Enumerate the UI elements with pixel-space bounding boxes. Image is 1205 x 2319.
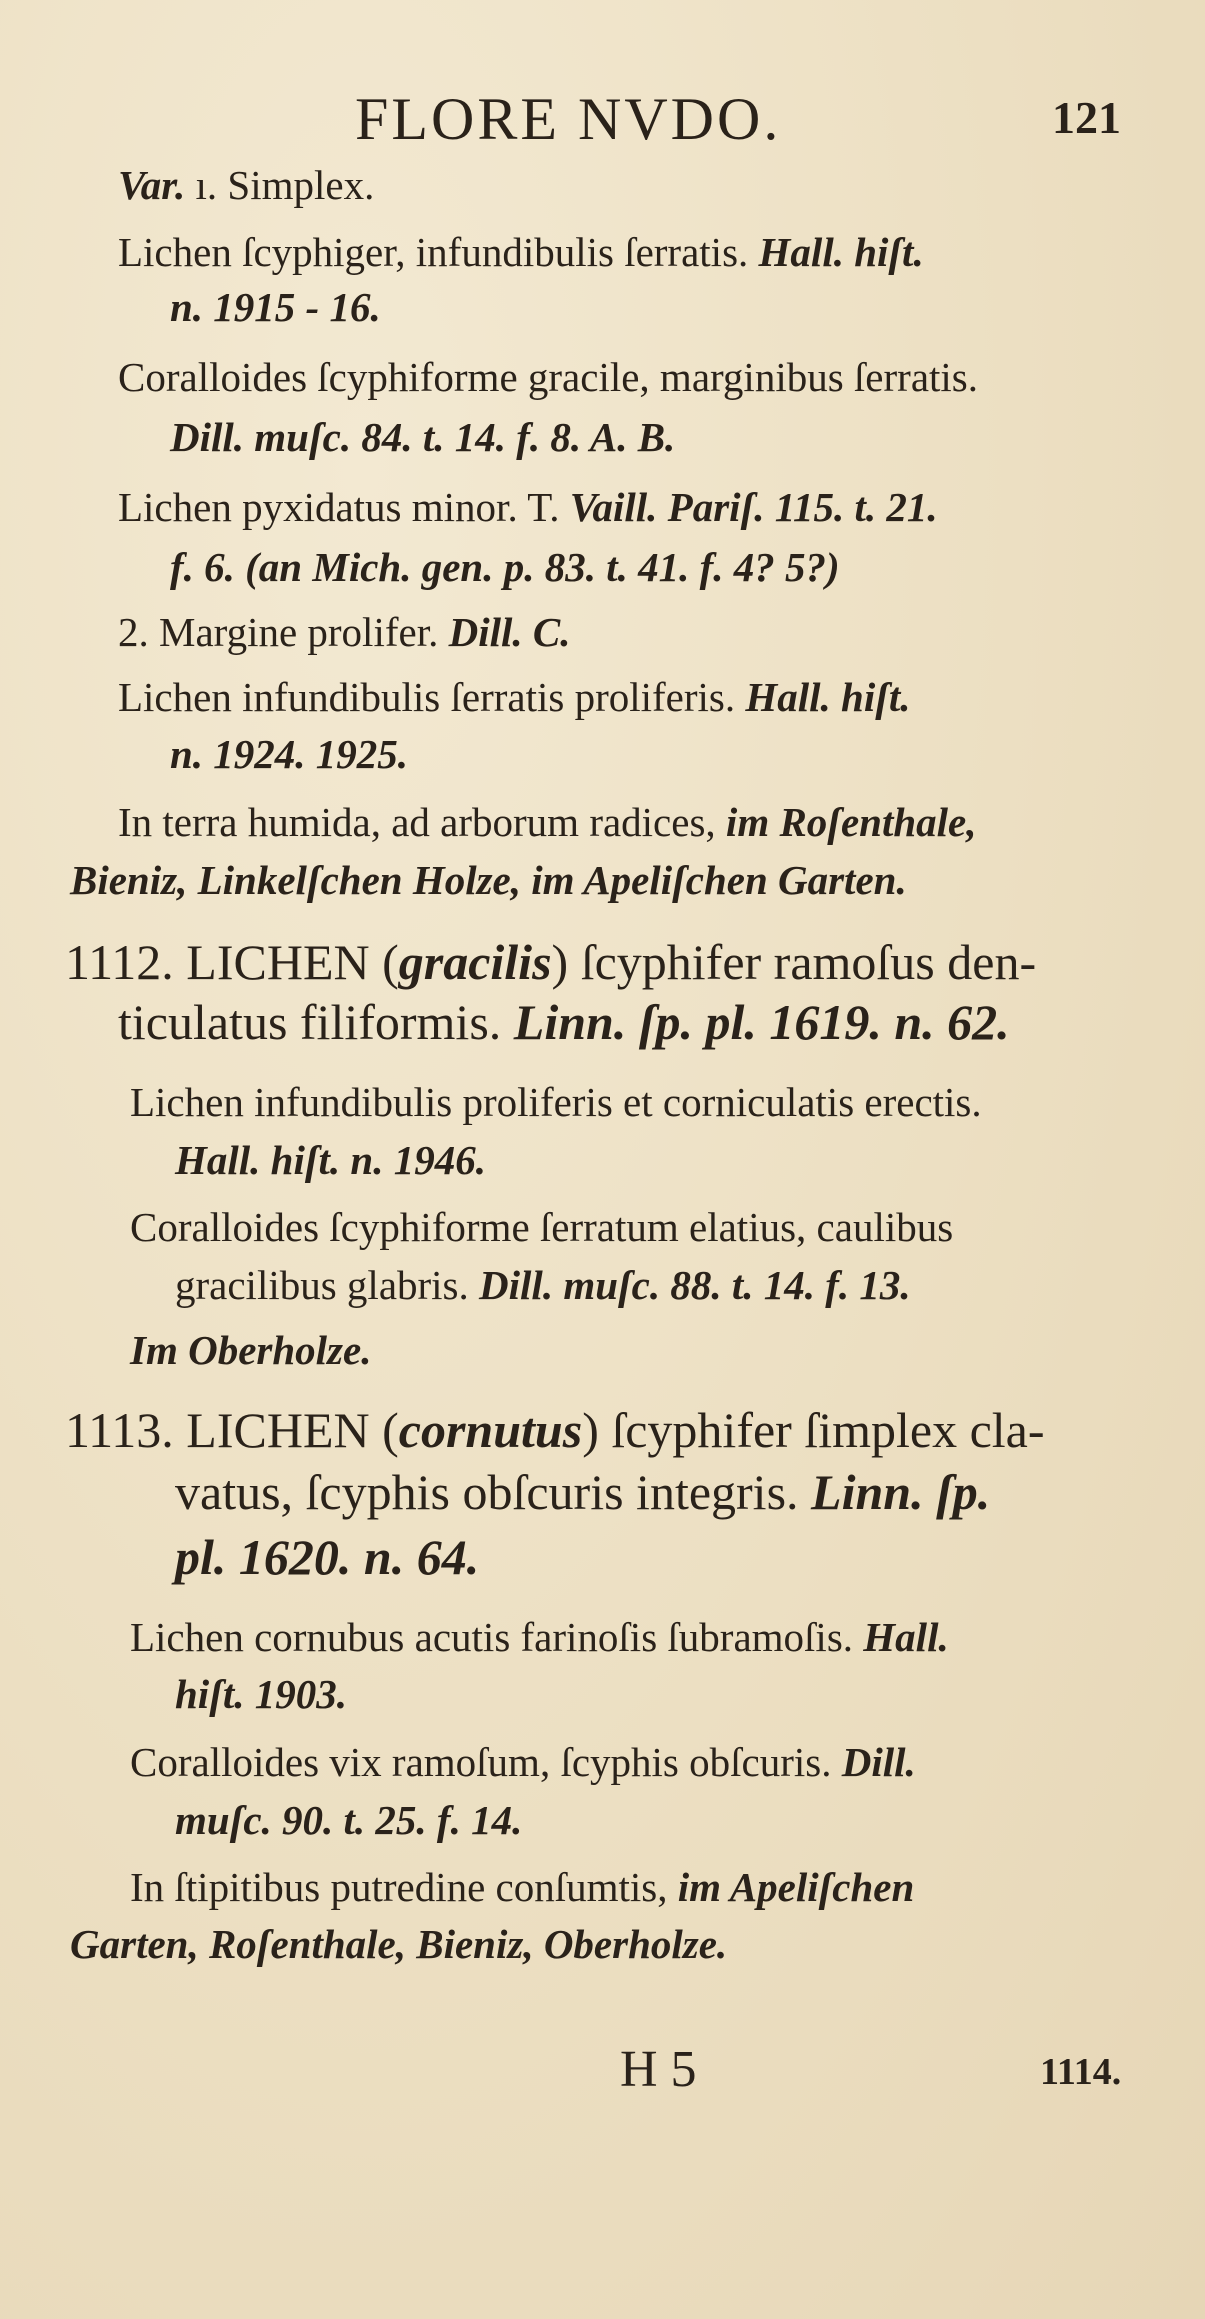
text-line xyxy=(170,543,840,591)
roman-text: ) ſcyphifer ramoſus den- xyxy=(551,934,1037,990)
text-line xyxy=(170,730,408,778)
text-line xyxy=(130,1613,949,1661)
roman-text: 1113. LICHEN ( xyxy=(65,1402,399,1458)
running-header xyxy=(0,85,1205,155)
roman-text: ı. Simplex. xyxy=(185,162,375,208)
text-line xyxy=(118,228,924,276)
text-line xyxy=(130,1326,371,1374)
roman-text: 2. Margine prolifer. xyxy=(118,609,449,655)
roman-text: vatus, ſcyphis obſcuris integris. xyxy=(175,1464,812,1520)
italic-text: gracilis xyxy=(398,934,552,990)
text-line xyxy=(130,1863,914,1911)
roman-text: ) ſcyphifer ſimplex cla- xyxy=(582,1402,1045,1458)
text-line xyxy=(118,994,1010,1050)
italic-text: Hall. xyxy=(863,1614,949,1660)
text-line xyxy=(175,1529,480,1585)
italic-text: Dill. muſc. 84. t. 14. f. 8. A. B. xyxy=(170,414,676,460)
italic-text: Linn. ſp. xyxy=(811,1464,991,1520)
roman-text: Lichen infundibulis ſerratis proliferis. xyxy=(118,674,746,720)
italic-text: Dill. C. xyxy=(448,609,571,655)
text-line xyxy=(175,1670,347,1718)
italic-text: hiſt. 1903. xyxy=(175,1671,347,1717)
italic-text: Var. xyxy=(118,162,186,208)
roman-text: Lichen ſcyphiger, infundibulis ſerratis. xyxy=(118,229,759,275)
text-line xyxy=(118,798,977,846)
italic-text: Hall. hiſt. xyxy=(758,229,924,275)
text-line xyxy=(70,1920,727,1968)
text-line xyxy=(130,1203,953,1251)
text-line xyxy=(70,856,907,904)
italic-text: im Apeliſchen xyxy=(677,1864,915,1910)
text-line xyxy=(65,934,1037,990)
roman-text: In ſtipitibus putredine conſumtis, xyxy=(130,1864,678,1910)
italic-text: Dill. muſc. 88. t. 14. f. 13. xyxy=(479,1262,911,1308)
roman-text: Lichen cornubus acutis farinoſis ſubramoſis. xyxy=(130,1614,864,1660)
italic-text: Im Oberholze. xyxy=(130,1327,372,1373)
text-line xyxy=(170,283,381,331)
text-line xyxy=(170,413,675,461)
text-line xyxy=(118,608,570,656)
italic-text: muſc. 90. t. 25. f. 14. xyxy=(175,1797,523,1843)
text-line xyxy=(65,1402,1045,1458)
page-number: 121 xyxy=(1052,92,1121,143)
roman-text: Lichen infundibulis proliferis et corniculatis erectis. xyxy=(130,1079,982,1125)
italic-text: Hall. hiſt. xyxy=(745,674,911,720)
italic-text: n. 1915 - 16. xyxy=(170,284,381,330)
italic-text: n. 1924. 1925. xyxy=(170,731,409,777)
roman-text: ticulatus filiformis. xyxy=(118,994,514,1050)
italic-text: Garten, Roſenthale, Bieniz, Oberholze. xyxy=(70,1921,728,1967)
text-line xyxy=(175,1261,911,1309)
text-line xyxy=(130,1078,982,1126)
roman-text: Lichen pyxidatus minor. T. xyxy=(118,484,570,530)
signature-mark: H 5 xyxy=(620,2041,697,2098)
catchword: 1114. xyxy=(1040,2051,1122,2093)
italic-text: cornutus xyxy=(398,1402,583,1458)
italic-text: Bieniz, Linkelſchen Holze, im Apeliſchen Garten. xyxy=(70,857,907,903)
italic-text: im Roſenthale, xyxy=(725,799,977,845)
text-line xyxy=(118,483,938,531)
roman-text: 1112. LICHEN ( xyxy=(65,934,399,990)
roman-text: Coralloides vix ramoſum, ſcyphis obſcuris. xyxy=(130,1739,842,1785)
text-line xyxy=(118,353,978,401)
italic-text: pl. 1620. n. 64. xyxy=(175,1529,480,1585)
text-line xyxy=(130,1738,916,1786)
roman-text: Coralloides ſcyphiforme ſerratum elatius, caulibus xyxy=(130,1204,954,1250)
italic-text: Hall. hiſt. n. 1946. xyxy=(175,1137,486,1183)
running-title: FLORE NVDO. xyxy=(355,86,782,152)
roman-text: gracilibus glabris. xyxy=(175,1262,480,1308)
text-line xyxy=(175,1796,522,1844)
roman-text: Coralloides ſcyphiforme gracile, marginibus ſerratis. xyxy=(118,354,978,400)
roman-text: In terra humida, ad arborum radices, xyxy=(118,799,726,845)
italic-text: f. 6. (an Mich. gen. p. 83. t. 41. f. 4? 5?) xyxy=(170,544,840,590)
italic-text: Linn. ſp. pl. 1619. n. 62. xyxy=(513,994,1010,1050)
text-line xyxy=(175,1464,991,1520)
text-line xyxy=(118,673,911,721)
text-line xyxy=(175,1136,486,1184)
text-line xyxy=(118,161,374,209)
italic-text: Vaill. Pariſ. 115. t. 21. xyxy=(569,484,938,530)
italic-text: Dill. xyxy=(841,1739,916,1785)
